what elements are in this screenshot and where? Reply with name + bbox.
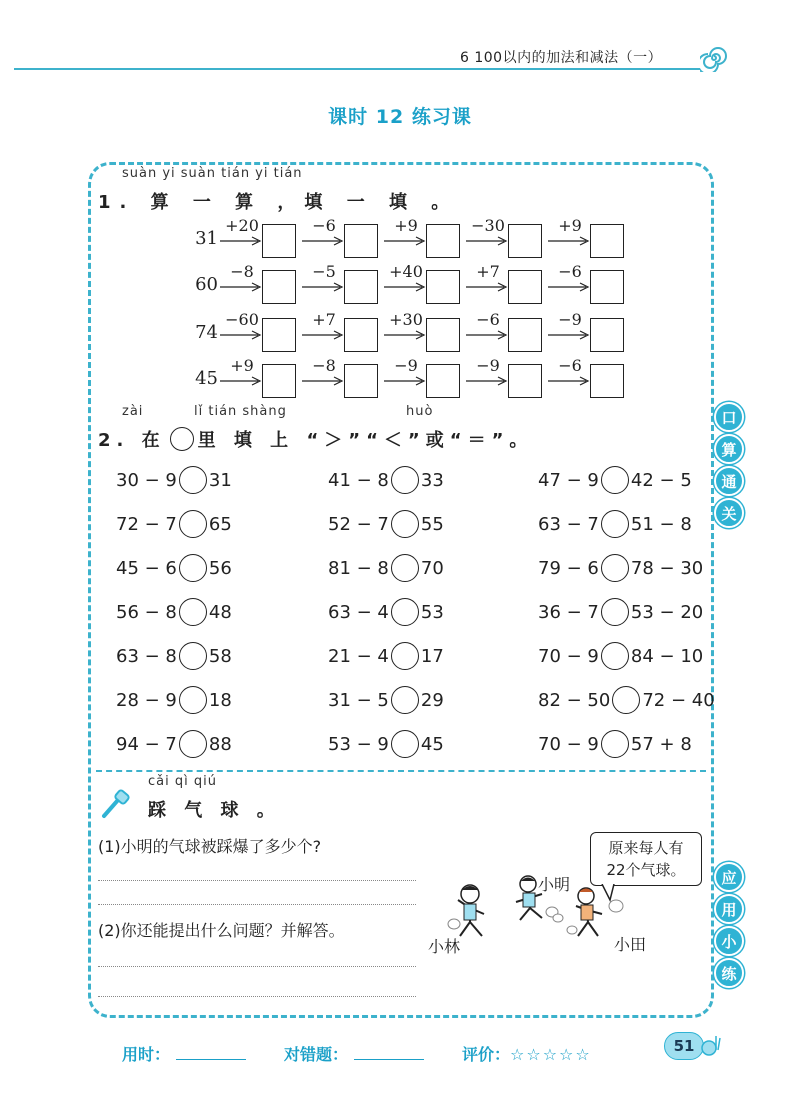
comparison-item [116, 510, 232, 538]
compare-circle[interactable] [391, 466, 419, 494]
compare-circle[interactable] [179, 598, 207, 626]
right-expression: 53 − 20 [630, 601, 704, 623]
chain-operation: +9 [394, 216, 418, 235]
comparison-item [538, 730, 692, 758]
compare-circle[interactable] [391, 554, 419, 582]
name-xiaotian: 小田 [614, 935, 647, 954]
answer-box[interactable] [426, 364, 460, 398]
answer-box[interactable] [262, 318, 296, 352]
answer-box[interactable] [508, 224, 542, 258]
chain-start-number: 74 [195, 322, 218, 343]
answer-box[interactable] [262, 270, 296, 304]
right-expression: 84 − 10 [630, 645, 704, 667]
right-expression: 65 [208, 513, 232, 535]
comparison-item [116, 466, 232, 494]
comparison-item [116, 642, 232, 670]
answer-box[interactable] [426, 318, 460, 352]
errors-blank[interactable] [354, 1045, 424, 1060]
right-expression: 33 [420, 469, 444, 491]
answer-box[interactable] [590, 318, 624, 352]
arrow-icon [384, 281, 426, 293]
answer-box[interactable] [262, 224, 296, 258]
right-expression: 56 [208, 557, 232, 579]
compare-circle[interactable] [601, 510, 629, 538]
circle-icon [170, 427, 194, 451]
side-tab: 通 [714, 466, 744, 496]
right-expression: 42 − 5 [630, 469, 692, 491]
q2-pinyin-litianshang: lǐ tián shàng [194, 404, 287, 419]
rating-label: 评价： [462, 1045, 511, 1064]
comparison-item [538, 642, 703, 670]
answer-line-4[interactable] [98, 996, 416, 997]
compare-circle[interactable] [179, 554, 207, 582]
left-expression: 45 − 6 [116, 557, 177, 579]
snail-icon [700, 1030, 722, 1058]
side-tab: 关 [714, 498, 744, 528]
left-expression: 81 − 8 [328, 557, 389, 579]
answer-box[interactable] [262, 364, 296, 398]
left-expression: 36 − 7 [538, 601, 599, 623]
chain-operation: −60 [225, 310, 259, 329]
right-expression: 45 [420, 733, 444, 755]
q2-title-pre: 2. 在 [98, 430, 166, 451]
side-tab: 用 [714, 894, 744, 924]
arrow-icon [548, 281, 590, 293]
right-expression: 72 − 40 [642, 689, 715, 711]
app-title: 踩 气 球 。 [148, 800, 281, 821]
left-expression: 82 − 50 [538, 689, 611, 711]
chain-operation: +20 [225, 216, 259, 235]
comparison-item [328, 466, 444, 494]
q2-pinyin-zai: zài [122, 404, 144, 419]
compare-circle[interactable] [601, 642, 629, 670]
name-xiaoming: 小明 [538, 875, 571, 894]
comparison-item [328, 510, 444, 538]
right-expression: 48 [208, 601, 232, 623]
sub-question-2: (2)你还能提出什么问题？并解答。 [98, 921, 345, 940]
side-tab: 小 [714, 926, 744, 956]
right-expression: 51 − 8 [630, 513, 692, 535]
sub-question-1: (1)小明的气球被踩爆了多少个? [98, 837, 322, 856]
compare-circle[interactable] [391, 642, 419, 670]
chain-operation: +7 [476, 262, 500, 281]
app-pinyin: cǎi qì qiú [148, 774, 217, 789]
q1-pinyin: suàn yi suàn tián yi tián [122, 166, 303, 181]
header-rule [14, 68, 700, 70]
right-expression: 53 [420, 601, 444, 623]
arrow-icon [220, 329, 262, 341]
arrow-icon [548, 329, 590, 341]
page-number: 51 [664, 1032, 704, 1060]
right-expression: 29 [420, 689, 444, 711]
chain-operation: +7 [312, 310, 336, 329]
right-expression: 18 [208, 689, 232, 711]
comparison-item [328, 686, 444, 714]
compare-circle[interactable] [391, 510, 419, 538]
q2-title [98, 426, 533, 452]
comparison-item [116, 730, 232, 758]
answer-box[interactable] [344, 270, 378, 304]
section-divider [96, 770, 706, 772]
arrow-icon [466, 281, 508, 293]
arrow-icon [466, 235, 508, 247]
chain-operation: −30 [471, 216, 505, 235]
right-expression: 57 + 8 [630, 733, 692, 755]
chain-operation: −5 [312, 262, 336, 281]
answer-box[interactable] [344, 318, 378, 352]
chapter-header: 6 100以内的加法和减法（一） [460, 50, 663, 66]
right-expression: 55 [420, 513, 444, 535]
chain-operation: −8 [230, 262, 254, 281]
compare-circle[interactable] [179, 510, 207, 538]
time-blank[interactable] [176, 1045, 246, 1060]
chain-operation: −9 [394, 356, 418, 375]
spiral-icon [700, 44, 728, 72]
chain-operation: −6 [558, 356, 582, 375]
arrow-icon [220, 235, 262, 247]
arrow-icon [548, 375, 590, 387]
child-xiaolin-illustration [444, 880, 496, 942]
arrow-icon [302, 375, 344, 387]
hammer-icon [98, 788, 132, 822]
compare-circle[interactable] [391, 598, 419, 626]
right-expression: 78 − 30 [630, 557, 704, 579]
answer-box[interactable] [426, 224, 460, 258]
left-expression: 21 − 4 [328, 645, 389, 667]
arrow-icon [302, 329, 344, 341]
comparison-item [328, 598, 444, 626]
right-expression: 70 [420, 557, 444, 579]
chain-start-number: 45 [195, 368, 218, 389]
answer-line-1[interactable] [98, 880, 416, 881]
answer-box[interactable] [344, 224, 378, 258]
left-expression: 30 − 9 [116, 469, 177, 491]
left-expression: 72 − 7 [116, 513, 177, 535]
arrow-icon [384, 375, 426, 387]
comparison-item [328, 554, 444, 582]
q2-pinyin-huo: huò [406, 404, 434, 419]
side-tab: 算 [714, 434, 744, 464]
arrow-icon [220, 375, 262, 387]
comparison-item [538, 598, 703, 626]
compare-circle[interactable] [179, 686, 207, 714]
left-expression: 63 − 7 [538, 513, 599, 535]
right-expression: 58 [208, 645, 232, 667]
q2-title-post: 里 填 上 “＞”“＜”或“＝”。 [197, 430, 534, 451]
answer-box[interactable] [590, 224, 624, 258]
chain-start-number: 31 [195, 228, 218, 249]
arrow-icon [384, 329, 426, 341]
q1-title: 1. 算 一 算 ，填 一 填 。 [98, 192, 459, 213]
arrow-icon [302, 235, 344, 247]
answer-box[interactable] [590, 270, 624, 304]
compare-circle[interactable] [601, 598, 629, 626]
left-expression: 53 − 9 [328, 733, 389, 755]
comparison-item [328, 730, 444, 758]
left-expression: 63 − 4 [328, 601, 389, 623]
left-expression: 47 − 9 [538, 469, 599, 491]
answer-line-2[interactable] [98, 904, 416, 905]
compare-circle[interactable] [179, 642, 207, 670]
arrow-icon [548, 235, 590, 247]
comparison-item [538, 686, 715, 714]
left-expression: 31 − 5 [328, 689, 389, 711]
chain-operation: −6 [476, 310, 500, 329]
footer-time [122, 1042, 246, 1065]
chain-operation: −6 [312, 216, 336, 235]
comparison-item [538, 554, 703, 582]
answer-box[interactable] [344, 364, 378, 398]
comparison-item [116, 686, 232, 714]
answer-box[interactable] [508, 318, 542, 352]
answer-box[interactable] [426, 270, 460, 304]
answer-box[interactable] [508, 364, 542, 398]
right-expression: 31 [208, 469, 232, 491]
chain-start-number: 60 [195, 274, 218, 295]
compare-circle[interactable] [391, 730, 419, 758]
compare-circle[interactable] [179, 466, 207, 494]
side-tab: 口 [714, 402, 744, 432]
comparison-item [538, 510, 692, 538]
lesson-title: 课时 12 练习课 [328, 106, 472, 128]
comparison-item [538, 466, 692, 494]
chain-operation: +30 [389, 310, 423, 329]
left-expression: 70 − 9 [538, 733, 599, 755]
left-expression: 56 − 8 [116, 601, 177, 623]
arrow-icon [466, 375, 508, 387]
left-expression: 28 − 9 [116, 689, 177, 711]
compare-circle[interactable] [391, 686, 419, 714]
comparison-item [116, 598, 232, 626]
left-expression: 41 − 8 [328, 469, 389, 491]
comparison-item [328, 642, 444, 670]
speech-bubble [590, 832, 702, 886]
compare-circle[interactable] [601, 554, 629, 582]
chain-operation: +40 [389, 262, 423, 281]
answer-box[interactable] [590, 364, 624, 398]
compare-circle[interactable] [179, 730, 207, 758]
chain-operation: −9 [476, 356, 500, 375]
right-expression: 17 [420, 645, 444, 667]
right-expression: 88 [208, 733, 232, 755]
compare-circle[interactable] [601, 466, 629, 494]
chain-operation: +9 [558, 216, 582, 235]
arrow-icon [384, 235, 426, 247]
side-tab: 应 [714, 862, 744, 892]
comparison-item [116, 554, 232, 582]
rating-stars[interactable]: ☆☆☆☆☆ [510, 1045, 592, 1064]
arrow-icon [302, 281, 344, 293]
answer-line-3[interactable] [98, 966, 416, 967]
left-expression: 52 − 7 [328, 513, 389, 535]
arrow-icon [220, 281, 262, 293]
chain-operation: −9 [558, 310, 582, 329]
left-expression: 79 − 6 [538, 557, 599, 579]
errors-label: 对错题： [284, 1045, 349, 1064]
chain-operation: −6 [558, 262, 582, 281]
name-xiaolin: 小林 [428, 937, 461, 956]
chain-operation: +9 [230, 356, 254, 375]
speech-line-2: 22个气球。 [606, 861, 686, 879]
left-expression: 63 − 8 [116, 645, 177, 667]
compare-circle[interactable] [601, 730, 629, 758]
footer-rating [462, 1042, 592, 1065]
left-expression: 70 − 9 [538, 645, 599, 667]
side-tab: 练 [714, 958, 744, 988]
answer-box[interactable] [508, 270, 542, 304]
footer-errors [284, 1042, 424, 1065]
time-label: 用时： [122, 1045, 171, 1064]
speech-line-1: 原来每人有 [608, 839, 684, 857]
arrow-icon [466, 329, 508, 341]
compare-circle[interactable] [612, 686, 640, 714]
left-expression: 94 − 7 [116, 733, 177, 755]
chain-operation: −8 [312, 356, 336, 375]
